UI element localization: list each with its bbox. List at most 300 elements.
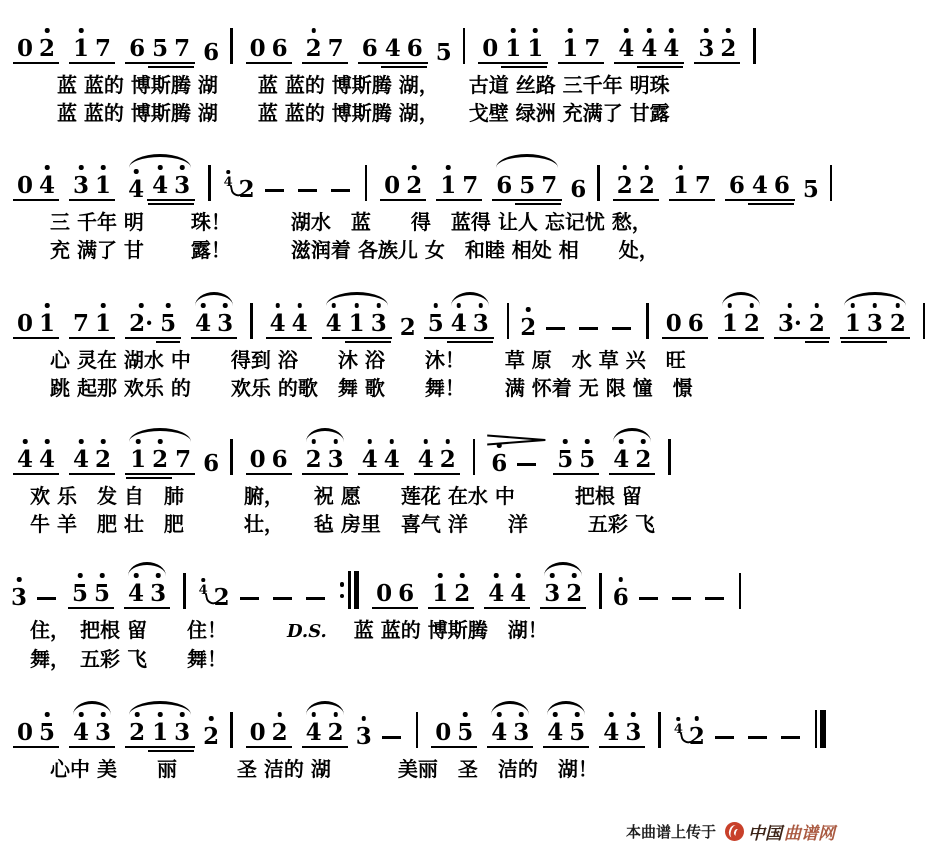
octave-dot xyxy=(494,573,499,578)
note: 5 xyxy=(425,312,447,335)
octave-dot xyxy=(423,439,428,444)
octave-dot xyxy=(361,716,366,721)
note: 2· xyxy=(126,312,156,335)
barline xyxy=(739,573,742,609)
note: 0 xyxy=(665,310,682,337)
note: 2 xyxy=(517,316,539,339)
duration-dash xyxy=(612,327,631,331)
note: 6 xyxy=(488,452,510,475)
note: 5 xyxy=(435,39,452,66)
barline xyxy=(463,28,466,64)
beam-group xyxy=(124,582,170,609)
octave-dot xyxy=(526,307,531,312)
note: 2 xyxy=(92,448,114,471)
note: 3 xyxy=(622,721,644,744)
note: 1 xyxy=(719,312,741,335)
octave-dot xyxy=(704,28,709,33)
octave-dot xyxy=(158,165,163,170)
octave-dot xyxy=(45,712,50,717)
note: 4 xyxy=(485,582,507,605)
beam-group xyxy=(414,448,460,475)
octave-dot xyxy=(311,439,316,444)
duration-dash xyxy=(298,189,317,193)
note: 2 xyxy=(632,448,654,471)
system-5-lyrics-2 xyxy=(30,647,843,671)
lyric-segment: 蓝 蓝的 博斯腾 湖！ xyxy=(326,618,548,642)
note: 4 xyxy=(660,37,682,60)
note: 6 xyxy=(203,450,220,477)
octave-dot xyxy=(519,712,524,717)
system-5 xyxy=(8,557,843,671)
octave-dot xyxy=(79,712,84,717)
octave-dot xyxy=(277,712,282,717)
final-barline xyxy=(815,710,826,748)
octave-dot xyxy=(728,303,733,308)
beam-group xyxy=(147,174,195,201)
note: 3 xyxy=(70,174,92,197)
system-2-lyrics-2 xyxy=(30,238,843,262)
lyric-segment: 蓝 蓝的 博斯腾 湖 蓝 蓝的 博斯腾 湖， 戈壁 绿洲 充满了 甘露 xyxy=(30,101,670,125)
note: 5 xyxy=(91,582,113,605)
note: 6 xyxy=(687,310,704,337)
lyric-segment: 心 灵在 湖水 中 得到 浴 沐 浴 沐！ 草 原 水 草 兴 旺 xyxy=(30,348,686,372)
grace-note: 4 xyxy=(224,176,233,189)
octave-dot xyxy=(623,165,628,170)
octave-dot xyxy=(134,573,139,578)
octave-dot xyxy=(223,303,228,308)
note: 4 xyxy=(36,174,58,197)
octave-dot xyxy=(45,28,50,33)
octave-dot xyxy=(209,716,214,721)
octave-dot xyxy=(297,303,302,308)
note: 1 xyxy=(437,174,459,197)
glyph-part xyxy=(348,571,351,609)
beam-group xyxy=(125,721,195,748)
lyric-segment: 蓝 蓝的 博斯腾 湖 蓝 蓝的 博斯腾 湖， 古道 丝路 三千年 明珠 xyxy=(30,73,670,97)
slur-group xyxy=(447,312,493,335)
beam-group xyxy=(156,312,180,335)
note: 7 xyxy=(175,446,192,473)
octave-dot xyxy=(367,439,372,444)
slur-group xyxy=(69,721,115,748)
octave-dot xyxy=(647,28,652,33)
barline xyxy=(473,439,476,475)
note: 2 xyxy=(149,448,171,471)
duration-dash xyxy=(331,189,350,193)
note: 6 xyxy=(271,446,288,473)
note: 5 xyxy=(157,312,179,335)
note: 6 xyxy=(496,172,513,199)
note: 4 xyxy=(125,582,147,605)
beam-group xyxy=(358,448,404,475)
octave-dot xyxy=(166,303,171,308)
note: 5 xyxy=(576,448,598,471)
system-2-lyrics-1 xyxy=(30,210,843,234)
octave-dot xyxy=(433,303,438,308)
octave-dot xyxy=(158,439,163,444)
note: 1 xyxy=(429,582,451,605)
note: 4 xyxy=(507,582,529,605)
note: 2 xyxy=(686,725,708,748)
note: 4 xyxy=(600,721,622,744)
beam-group xyxy=(436,174,482,201)
barline xyxy=(250,303,253,339)
glyph-part xyxy=(354,571,360,609)
lyric-segment: 牛 羊 肥 壮 肥 壮， 毡 房里 喜气 洋 洋 五彩 飞 xyxy=(30,512,655,536)
beam-group xyxy=(125,37,195,64)
beam-group xyxy=(725,174,795,201)
octave-dot xyxy=(23,439,28,444)
octave-dot xyxy=(497,712,502,717)
octave-dot xyxy=(445,439,450,444)
repeat-barline xyxy=(340,571,360,609)
octave-dot xyxy=(750,303,755,308)
note: 4 xyxy=(125,178,147,201)
duration-dash xyxy=(240,597,259,601)
octave-dot xyxy=(136,439,141,444)
slur-group xyxy=(302,721,348,748)
note: 5 xyxy=(152,35,169,62)
note: 5 xyxy=(519,172,536,199)
beam-group xyxy=(125,448,195,475)
note: 4 xyxy=(149,174,171,197)
beam-group xyxy=(694,37,740,64)
duration-dash xyxy=(273,597,292,601)
octave-dot xyxy=(226,170,230,174)
octave-dot xyxy=(135,712,140,717)
octave-dot xyxy=(456,303,461,308)
beam-group xyxy=(515,174,561,197)
system-4-lyrics-2 xyxy=(30,512,843,536)
beam-group xyxy=(13,37,59,64)
note: 0 xyxy=(17,172,34,199)
glyph-part xyxy=(820,710,826,748)
note: 5 xyxy=(554,448,576,471)
duration-dash xyxy=(306,597,325,601)
note: 2 xyxy=(636,174,658,197)
note: 4 xyxy=(359,448,381,471)
beam-group xyxy=(13,721,59,748)
octave-dot xyxy=(679,165,684,170)
note: 6 xyxy=(129,35,146,62)
beam-group xyxy=(148,174,194,197)
slur-group xyxy=(125,721,195,748)
note: 1 xyxy=(670,174,692,197)
beam-group xyxy=(148,721,194,744)
note: 3 xyxy=(541,582,563,605)
note: 4 xyxy=(70,448,92,471)
octave-dot xyxy=(139,303,144,308)
octave-dot xyxy=(17,577,22,582)
note: 3 xyxy=(510,721,532,744)
system-1-lyrics-1 xyxy=(30,73,843,97)
octave-dot xyxy=(726,28,731,33)
beam-group xyxy=(345,312,391,335)
octave-dot xyxy=(45,165,50,170)
note: 3 xyxy=(470,312,492,335)
system-2-notes xyxy=(8,149,843,201)
note: 2 xyxy=(451,582,473,605)
beam-group xyxy=(13,312,59,339)
note: 0 xyxy=(17,719,34,746)
octave-dot xyxy=(45,303,50,308)
note: 5 xyxy=(802,176,819,203)
slur-group xyxy=(840,312,910,339)
octave-dot xyxy=(333,439,338,444)
decrescendo-group xyxy=(488,452,543,475)
note: 4 xyxy=(267,312,289,335)
octave-dot xyxy=(446,165,451,170)
system-1 xyxy=(8,12,843,125)
note: 1 xyxy=(524,37,546,60)
beam-group xyxy=(484,582,530,609)
barline xyxy=(230,712,233,748)
note: 3 xyxy=(325,448,347,471)
duration-dash xyxy=(546,327,565,331)
slur-group xyxy=(125,174,195,201)
beam-group xyxy=(381,37,427,60)
octave-dot xyxy=(788,303,793,308)
lyric-segment: 三 千年 明 珠！ 湖水 蓝 得 蓝得 让人 忘记忧 愁， xyxy=(30,210,652,234)
lyric-segment: 住， 把根 留 住！ xyxy=(30,618,287,642)
note: 1 xyxy=(842,312,864,335)
octave-dot xyxy=(619,577,624,582)
glyph-part xyxy=(340,582,345,598)
octave-dot xyxy=(376,303,381,308)
barline xyxy=(753,28,756,64)
note: 4 xyxy=(192,312,214,335)
octave-dot xyxy=(331,303,336,308)
slur-group xyxy=(718,312,764,339)
beam-group xyxy=(662,312,708,339)
note: 7 xyxy=(541,172,558,199)
note: 2 xyxy=(303,448,325,471)
note: 0 xyxy=(249,35,266,62)
note: 6 xyxy=(398,580,415,607)
grace-note: 4 xyxy=(674,723,683,736)
lyric-segment: 舞， 五彩 飞 舞！ xyxy=(30,646,227,671)
octave-dot xyxy=(311,712,316,717)
note: 2 xyxy=(563,582,585,605)
octave-dot xyxy=(516,573,521,578)
octave-dot xyxy=(479,303,484,308)
system-3-lyrics-1 xyxy=(30,348,843,372)
glyph-part xyxy=(340,582,345,587)
octave-dot xyxy=(438,573,443,578)
note: 4 xyxy=(303,721,325,744)
note: 4 xyxy=(70,721,92,744)
note: 3 xyxy=(864,312,886,335)
beam-group xyxy=(69,448,115,475)
note: 5 xyxy=(36,721,58,744)
beam-group xyxy=(718,312,764,339)
octave-dot xyxy=(568,28,573,33)
barline xyxy=(507,303,510,339)
beam-group xyxy=(302,448,348,475)
note: 3 xyxy=(353,725,375,748)
octave-dot xyxy=(550,573,555,578)
slur-group xyxy=(125,448,195,475)
note: 2 xyxy=(126,721,148,744)
beam-group xyxy=(302,721,348,748)
note: 0 xyxy=(17,310,34,337)
decrescendo-hairpin-icon xyxy=(486,434,547,446)
octave-dot xyxy=(275,303,280,308)
octave-dot xyxy=(389,439,394,444)
octave-dot xyxy=(572,573,577,578)
system-6 xyxy=(8,696,843,781)
beam-group xyxy=(558,37,604,64)
octave-dot xyxy=(645,165,650,170)
note: 1 xyxy=(149,721,171,744)
beam-group xyxy=(553,448,599,475)
note: 0 xyxy=(249,719,266,746)
note: 6 xyxy=(203,39,220,66)
note: 0 xyxy=(249,446,266,473)
slur-group xyxy=(540,582,586,609)
note: 3 xyxy=(368,312,390,335)
duration-dash xyxy=(579,327,598,331)
note: 3 xyxy=(171,174,193,197)
octave-dot xyxy=(815,303,820,308)
system-6-lyrics-1 xyxy=(30,757,843,781)
slur-group xyxy=(322,312,392,339)
octave-dot xyxy=(695,716,700,721)
octave-dot xyxy=(134,169,139,174)
octave-dot xyxy=(619,439,624,444)
octave-dot xyxy=(463,712,468,717)
note: 0 xyxy=(435,719,452,746)
beam-group xyxy=(431,721,477,748)
note: 1 xyxy=(70,37,92,60)
qupu-logo-icon xyxy=(725,822,744,841)
note: 0 xyxy=(17,35,34,62)
beam-group xyxy=(69,312,115,339)
beam-group xyxy=(13,448,59,475)
barline xyxy=(658,712,661,748)
beam-group xyxy=(125,312,181,339)
note: 1 xyxy=(92,174,114,197)
beam-group xyxy=(669,174,715,201)
beam-group xyxy=(478,37,548,64)
octave-dot xyxy=(851,303,856,308)
note: 2 xyxy=(806,312,828,335)
note: 4 xyxy=(36,448,58,471)
note: 4 xyxy=(289,312,311,335)
note: 4 xyxy=(415,448,437,471)
note: 3 xyxy=(8,586,30,609)
beam-group xyxy=(487,721,533,748)
note: 2 xyxy=(303,37,325,60)
note: 2 xyxy=(213,584,230,611)
duration-dash xyxy=(639,597,658,601)
beam-group xyxy=(358,37,428,64)
note: 2 xyxy=(717,37,739,60)
note: 6 xyxy=(570,176,587,203)
octave-dot xyxy=(511,28,516,33)
barline xyxy=(599,573,602,609)
system-4-lyrics-1 xyxy=(30,484,843,508)
duration-dash xyxy=(748,736,767,740)
note: 2 xyxy=(238,176,255,203)
barline xyxy=(668,439,671,475)
note: 3 xyxy=(147,582,169,605)
slur-group xyxy=(487,721,533,748)
beam-group xyxy=(840,312,910,339)
note: 6 xyxy=(406,35,423,62)
note: 2 xyxy=(325,721,347,744)
octave-dot xyxy=(333,712,338,717)
note: 7 xyxy=(95,35,112,62)
note: 6 xyxy=(728,172,745,199)
octave-dot xyxy=(79,439,84,444)
beam-group xyxy=(613,174,659,201)
note: 1 xyxy=(92,312,114,335)
octave-dot xyxy=(553,712,558,717)
note: 4 xyxy=(384,35,401,62)
octave-dot xyxy=(497,443,502,448)
note: 2 xyxy=(741,312,763,335)
octave-dot xyxy=(460,573,465,578)
beam-group xyxy=(543,721,589,748)
note: 3 xyxy=(171,721,193,744)
barline xyxy=(230,28,233,64)
note: 3 xyxy=(92,721,114,744)
beam-group xyxy=(69,721,115,748)
slur-group xyxy=(124,582,170,609)
beam-group xyxy=(492,174,562,201)
note: 7 xyxy=(73,310,90,337)
note: 4 xyxy=(610,448,632,471)
octave-dot xyxy=(412,165,417,170)
duration-dash xyxy=(781,736,800,740)
note: 7 xyxy=(327,35,344,62)
octave-dot xyxy=(101,303,106,308)
lyric-segment: 充 满了 甘 露！ 滋润着 各族儿 女 和睦 相处 相 处， xyxy=(30,238,659,262)
octave-dot xyxy=(78,573,83,578)
note: 4 xyxy=(544,721,566,744)
system-2 xyxy=(8,149,843,262)
note: 5 xyxy=(566,721,588,744)
octave-dot xyxy=(100,573,105,578)
system-6-notes xyxy=(8,696,843,748)
note: 2 xyxy=(614,174,636,197)
note: 6 xyxy=(361,35,378,62)
slur-group xyxy=(543,721,589,748)
note: 2 xyxy=(269,721,291,744)
note: 6 xyxy=(271,35,288,62)
duration-dash xyxy=(37,597,56,601)
ds-marking: D.S. xyxy=(286,621,327,642)
beam-group xyxy=(609,448,655,475)
octave-dot xyxy=(180,165,185,170)
octave-dot xyxy=(101,165,106,170)
beam-group xyxy=(322,312,392,339)
system-5-notes xyxy=(8,557,843,609)
octave-dot xyxy=(669,28,674,33)
lyric-segment: 跳 起那 欢乐 的 欢乐 的歌 舞 歌 舞！ 满 怀着 无 限 憧 憬 xyxy=(30,376,693,400)
barline xyxy=(646,303,649,339)
octave-dot xyxy=(101,439,106,444)
system-3 xyxy=(8,287,906,400)
glyph-part xyxy=(340,594,345,599)
note: 2 xyxy=(36,37,58,60)
beam-group xyxy=(246,721,292,748)
grace-note: 4 xyxy=(199,584,208,597)
beam-group xyxy=(501,37,547,60)
beam-group xyxy=(246,37,292,64)
note: 1 xyxy=(36,312,58,335)
